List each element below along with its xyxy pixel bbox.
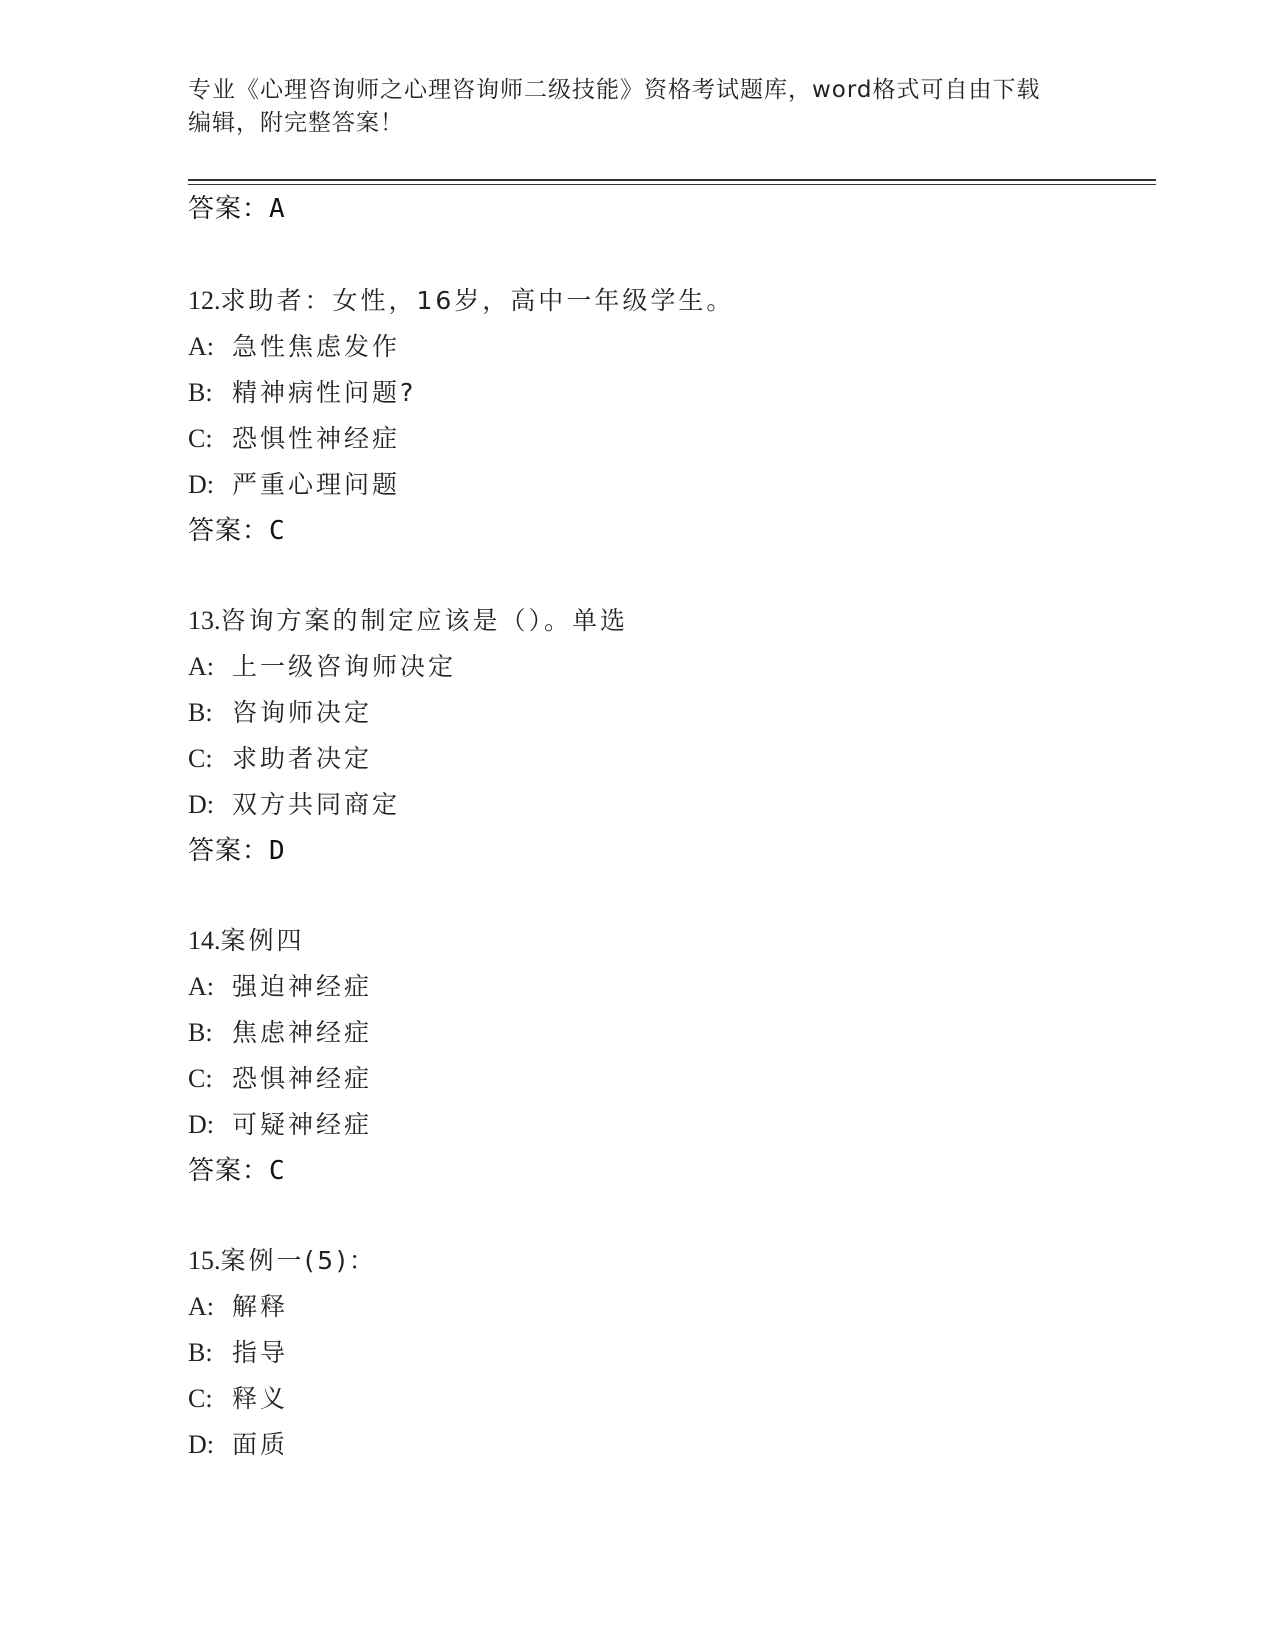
option-b [188,370,734,416]
option-a [188,1284,377,1330]
option-label: C: [188,1064,213,1093]
option-text: 急性焦虑发作 [232,332,401,361]
option-label: A: [188,1292,214,1321]
option-label: C: [188,424,213,453]
option-a [188,644,628,690]
option-label: A: [188,652,214,681]
option-label: B: [188,378,213,407]
option-text: 恐惧性神经症 [232,424,401,453]
option-c [188,1376,377,1422]
answer-value: D [269,836,286,866]
answer-line [188,508,734,554]
option-label: B: [188,1018,213,1047]
option-text: 强迫神经症 [232,972,373,1001]
answer-value: A [269,194,286,224]
option-text: 严重心理问题 [232,470,401,499]
option-c [188,736,628,782]
answer-value: C [269,516,286,546]
option-d [188,1102,372,1148]
question-13 [188,598,628,874]
question-number: 13. [188,606,221,635]
answer-label: 答案： [188,194,270,224]
option-label: D: [188,790,214,819]
option-label: B: [188,698,213,727]
option-text: 精神病性问题? [232,378,417,407]
question-number: 14. [188,926,221,955]
answer-label: 答案： [188,516,270,546]
option-text: 焦虑神经症 [232,1018,373,1047]
option-c [188,1056,372,1102]
answer-block-11 [188,186,286,232]
option-text: 双方共同商定 [232,790,401,819]
question-stem: 案例一(5)： [220,1246,377,1275]
document-header [188,74,1088,140]
header-divider-thick [188,179,1156,181]
option-b [188,690,628,736]
option-label: B: [188,1338,213,1367]
answer-label: 答案： [188,836,270,866]
question-12 [188,278,734,554]
option-b [188,1330,377,1376]
question-number: 15. [188,1246,221,1275]
option-b [188,1010,372,1056]
option-text: 指导 [232,1338,289,1367]
option-c [188,416,734,462]
question-14 [188,918,372,1194]
question-stem: 咨询方案的制定应该是（）。单选 [220,606,629,635]
question-stem: 案例四 [220,926,305,955]
question-15 [188,1238,377,1468]
question-stem: 求助者：女性，16岁，高中一年级学生。 [220,286,735,315]
question-text [188,598,628,644]
option-label: D: [188,470,214,499]
option-d [188,1422,377,1468]
question-text [188,1238,377,1284]
option-text: 释义 [232,1384,289,1413]
option-label: D: [188,1110,214,1139]
option-label: C: [188,744,213,773]
question-text [188,278,734,324]
answer-line [188,828,628,874]
header-line-1: 专业《心理咨询师之心理咨询师二级技能》资格考试题库，word格式可自由下载 [188,77,1041,103]
answer-line [188,186,286,232]
option-text: 面质 [232,1430,289,1459]
option-label: D: [188,1430,214,1459]
header-divider-thin [188,184,1156,185]
option-a [188,324,734,370]
answer-line [188,1148,372,1194]
option-text: 恐惧神经症 [232,1064,373,1093]
answer-label: 答案： [188,1156,270,1186]
option-d [188,462,734,508]
option-text: 求助者决定 [232,744,373,773]
question-text [188,918,372,964]
answer-value: C [269,1156,286,1186]
option-text: 可疑神经症 [232,1110,373,1139]
option-d [188,782,628,828]
option-text: 解释 [232,1292,289,1321]
option-label: A: [188,332,214,361]
option-label: C: [188,1384,213,1413]
header-line-2: 编辑，附完整答案！ [188,110,404,136]
option-label: A: [188,972,214,1001]
option-a [188,964,372,1010]
option-text: 上一级咨询师决定 [232,652,457,681]
option-text: 咨询师决定 [232,698,373,727]
question-number: 12. [188,286,221,315]
